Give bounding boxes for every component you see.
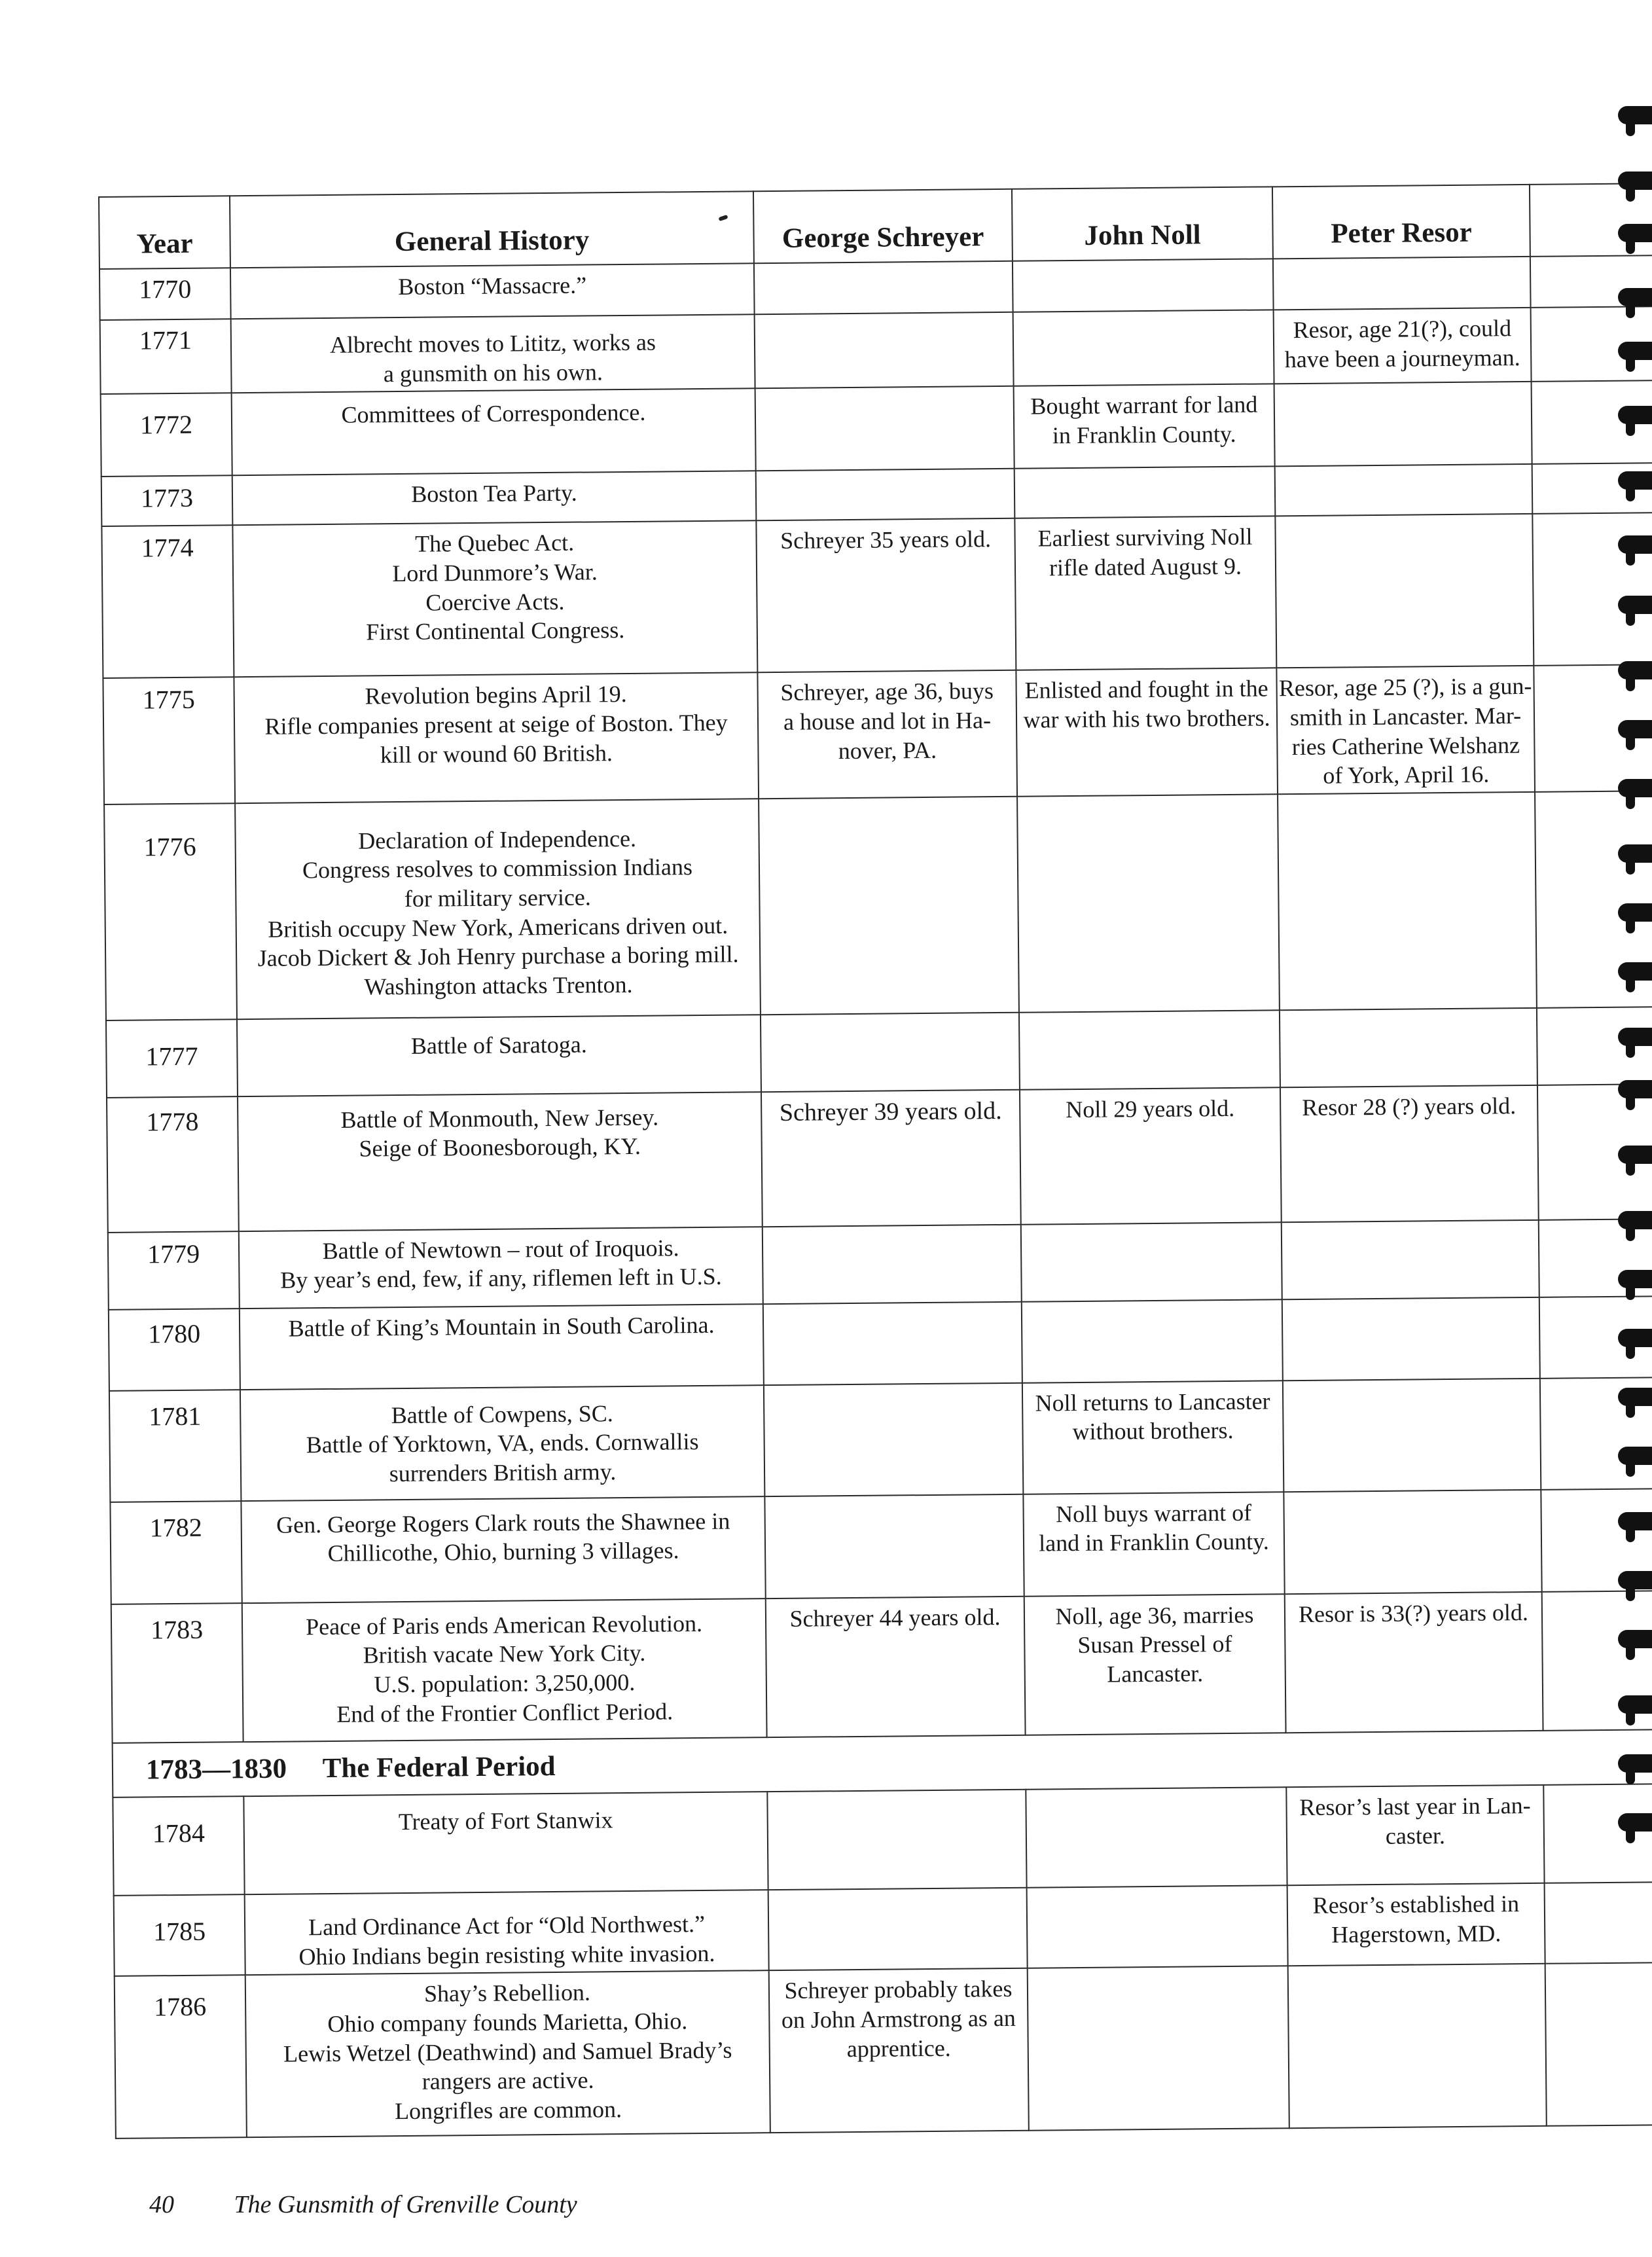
history-line: Revolution begins April 19. xyxy=(365,681,627,710)
resor-cell xyxy=(1282,1297,1540,1381)
schreyer-line: Schreyer probably takes xyxy=(784,1976,1013,2004)
history-line: Battle of Saratoga. xyxy=(410,1031,587,1059)
noll-cell xyxy=(1015,467,1276,518)
binding-ring-icon xyxy=(1618,720,1652,738)
resor-line: Resor is 33(?) years old. xyxy=(1298,1598,1529,1627)
year-cell: 1784 xyxy=(113,1796,244,1896)
noll-line: Enlisted and fought in the xyxy=(1024,675,1268,704)
year-cell: 1770 xyxy=(99,268,231,320)
history-line: Boston “Massacre.” xyxy=(398,272,587,300)
history-line: Boston Tea Party. xyxy=(411,479,577,508)
schreyer-cell xyxy=(755,386,1015,471)
binding-ring-icon xyxy=(1618,288,1652,306)
binding-ring-icon xyxy=(1618,1813,1652,1832)
resor-cell xyxy=(1275,464,1533,516)
history-cell xyxy=(243,1792,768,1894)
history-line: Committees of Correspondence. xyxy=(341,399,646,429)
schreyer-cell xyxy=(769,1968,1029,2133)
noll-cell xyxy=(1028,1966,1289,2131)
history-line: Ohio company founds Marietta, Ohio. xyxy=(327,2008,688,2037)
schreyer-cell xyxy=(761,1090,1021,1227)
header-general-history: General History xyxy=(230,191,754,268)
schreyer-cell xyxy=(761,1013,1020,1092)
history-line: surrenders British army. xyxy=(389,1458,617,1487)
year-cell: 1781 xyxy=(109,1390,241,1502)
schreyer-line: Schreyer 35 years old. xyxy=(780,526,992,554)
noll-cell xyxy=(1013,310,1274,386)
schreyer-cell xyxy=(754,261,1013,314)
binding-ring-icon xyxy=(1618,224,1652,242)
schreyer-cell xyxy=(768,1888,1028,1971)
schreyer-line: Schreyer 39 years old. xyxy=(779,1096,1002,1127)
resor-line: Hagerstown, MD. xyxy=(1331,1920,1501,1948)
table-row xyxy=(115,1962,1652,2139)
history-line: Jacob Dickert & Joh Henry purchase a boring mill. xyxy=(257,941,739,972)
binding-ring-icon xyxy=(1618,342,1652,360)
table-row xyxy=(110,1489,1652,1604)
table-row xyxy=(101,380,1652,477)
history-line: Battle of King’s Mountain in South Carolina. xyxy=(288,1311,715,1342)
binding-ring-icon xyxy=(1618,962,1652,981)
resor-cell xyxy=(1287,1883,1545,1966)
history-line: Lewis Wetzel (Deathwind) and Samuel Brady’s xyxy=(283,2036,732,2067)
history-cell xyxy=(240,1385,764,1501)
year-cell: 1779 xyxy=(108,1231,240,1310)
binding-ring-icon xyxy=(1618,406,1652,424)
schreyer-line: a house and lot in Ha- xyxy=(783,707,992,735)
schreyer-cell xyxy=(759,797,1019,1015)
history-line: Land Ordinance Act for “Old Northwest.” xyxy=(308,1911,706,1941)
history-cell xyxy=(232,471,757,525)
binding-ring-icon xyxy=(1618,1695,1652,1714)
resor-cell xyxy=(1280,1008,1537,1087)
history-line: Shay’s Rebellion. xyxy=(423,1979,591,2008)
history-line: a gunsmith on his own. xyxy=(383,358,603,387)
binding-ring-icon xyxy=(1618,779,1652,797)
resor-cell xyxy=(1288,1964,1547,2128)
extra-cell xyxy=(1545,1882,1652,1964)
history-cell xyxy=(237,1015,761,1096)
year-cell: 1774 xyxy=(101,525,234,678)
binding-ring-icon xyxy=(1618,903,1652,922)
year-cell: 1771 xyxy=(100,319,232,394)
history-line: Battle of Monmouth, New Jersey. xyxy=(340,1104,659,1133)
year-cell: 1780 xyxy=(109,1309,240,1391)
table-row xyxy=(114,1882,1652,1976)
year-cell: 1782 xyxy=(110,1501,242,1604)
noll-cell xyxy=(1022,1381,1284,1494)
year-cell: 1776 xyxy=(104,803,237,1020)
header-row xyxy=(99,183,1652,269)
year-cell: 1773 xyxy=(101,475,233,526)
book-title: The Gunsmith of Grenville County xyxy=(234,2191,577,2218)
binding-ring-icon xyxy=(1618,596,1652,614)
schreyer-cell xyxy=(766,1596,1026,1737)
history-line: Seige of Boonesborough, KY. xyxy=(359,1133,641,1162)
year-cell: 1783 xyxy=(111,1603,243,1743)
binding-ring-icon xyxy=(1618,1447,1652,1465)
binding-ring-icon xyxy=(1618,1388,1652,1406)
schreyer-line: nover, PA. xyxy=(838,736,937,764)
table-row xyxy=(101,513,1652,678)
extra-cell xyxy=(1545,1962,1652,2126)
noll-line: Noll, age 36, marries xyxy=(1055,1601,1254,1630)
schreyer-cell xyxy=(767,1790,1026,1890)
schreyer-cell xyxy=(757,670,1017,799)
table-row xyxy=(109,1296,1652,1391)
history-line: The Quebec Act. xyxy=(415,529,575,558)
schreyer-cell xyxy=(763,1225,1022,1304)
resor-cell xyxy=(1284,1490,1541,1594)
history-line: Chillicothe, Ohio, burning 3 villages. xyxy=(327,1537,679,1567)
history-cell xyxy=(245,1890,769,1975)
year-cell: 1778 xyxy=(107,1096,239,1233)
header-year: Year xyxy=(99,196,230,269)
page-footer xyxy=(149,2190,577,2219)
binding-ring-icon xyxy=(1618,1512,1652,1530)
binding-ring-icon xyxy=(1618,661,1652,679)
year-cell: 1785 xyxy=(114,1894,245,1976)
year-cell: 1775 xyxy=(103,677,235,804)
noll-line: land in Franklin County. xyxy=(1039,1528,1270,1557)
table-row xyxy=(104,791,1652,1020)
table-row xyxy=(103,664,1652,804)
schreyer-cell xyxy=(764,1382,1023,1496)
binding-ring-icon xyxy=(1618,471,1652,490)
noll-line: Earliest surviving Noll xyxy=(1037,523,1253,552)
history-cell xyxy=(241,1496,765,1603)
history-cell xyxy=(231,314,755,393)
history-line: End of the Frontier Conflict Period. xyxy=(336,1698,673,1727)
table-row xyxy=(111,1591,1652,1743)
year-cell: 1772 xyxy=(101,393,232,477)
resor-line: Resor’s established in xyxy=(1312,1890,1520,1919)
resor-cell xyxy=(1283,1379,1541,1492)
binding-ring-icon xyxy=(1618,1630,1652,1648)
history-line: Gen. George Rogers Clark routs the Shawnee in xyxy=(276,1508,730,1538)
noll-cell xyxy=(1015,516,1276,670)
noll-line: Noll 29 years old. xyxy=(1066,1094,1235,1123)
history-line: By year’s end, few, if any, riflemen left in U.S. xyxy=(280,1263,722,1294)
binding-ring-icon xyxy=(1618,1571,1652,1589)
header-george-schreyer: George Schreyer xyxy=(753,189,1013,263)
spiral-binding xyxy=(1618,98,1652,1866)
resor-cell xyxy=(1278,792,1537,1010)
resor-cell xyxy=(1276,666,1535,794)
history-line: Peace of Paris ends American Revolution. xyxy=(305,1610,703,1640)
resor-cell xyxy=(1282,1220,1539,1299)
noll-cell xyxy=(1013,259,1274,312)
timeline-table xyxy=(98,183,1652,2139)
header-peter-resor: Peter Resor xyxy=(1272,185,1530,259)
history-line: kill or wound 60 British. xyxy=(380,739,613,768)
resor-line: smith in Lancaster. Mar- xyxy=(1289,702,1522,731)
resor-line: Resor 28 (?) years old. xyxy=(1302,1092,1517,1121)
resor-line: ries Catherine Welshanz xyxy=(1291,731,1520,760)
noll-line: Noll returns to Lancaster xyxy=(1035,1388,1270,1417)
binding-ring-icon xyxy=(1618,844,1652,863)
history-cell xyxy=(245,1970,770,2137)
table-row xyxy=(107,1084,1652,1233)
noll-cell xyxy=(1022,1299,1283,1382)
history-line: British occupy New York, Americans driven out. xyxy=(268,912,728,943)
history-line: Battle of Yorktown, VA, ends. Cornwallis xyxy=(306,1428,699,1458)
history-cell xyxy=(240,1304,764,1390)
noll-cell xyxy=(1024,1594,1286,1735)
resor-line: Resor, age 21(?), could xyxy=(1293,315,1512,344)
history-line: U.S. population: 3,250,000. xyxy=(374,1669,636,1698)
history-line: Declaration of Independence. xyxy=(358,825,637,854)
history-line: Washington attacks Trenton. xyxy=(364,971,633,1000)
schreyer-cell xyxy=(755,312,1014,389)
history-line: Treaty of Fort Stanwix xyxy=(398,1807,613,1835)
noll-line: Susan Pressel of xyxy=(1077,1631,1232,1659)
history-line: Congress resolves to commission Indians xyxy=(302,854,693,884)
year-cell: 1777 xyxy=(106,1019,238,1098)
history-cell xyxy=(242,1598,767,1742)
table-row xyxy=(106,1007,1652,1098)
schreyer-cell xyxy=(764,1494,1024,1598)
history-cell xyxy=(238,1092,763,1231)
binding-ring-icon xyxy=(1618,1028,1652,1046)
resor-cell xyxy=(1274,308,1532,384)
noll-cell xyxy=(1020,1087,1282,1224)
schreyer-line: apprentice. xyxy=(846,2034,951,2062)
noll-line: rifle dated August 9. xyxy=(1049,552,1242,581)
noll-cell xyxy=(1014,384,1275,469)
schreyer-line: Schreyer 44 years old. xyxy=(789,1603,1001,1632)
table-row xyxy=(109,1377,1652,1502)
history-line: Ohio Indians begin resisting white invasion. xyxy=(298,1940,715,1970)
table-row xyxy=(113,1784,1652,1896)
resor-line: have been a journeyman. xyxy=(1284,344,1520,372)
noll-line: Noll buys warrant of xyxy=(1055,1499,1252,1528)
noll-line: Lancaster. xyxy=(1107,1660,1204,1688)
binding-ring-icon xyxy=(1618,1211,1652,1229)
binding-ring-icon xyxy=(1618,1754,1652,1773)
header-john-noll: John Noll xyxy=(1012,187,1273,261)
history-line: Albrecht moves to Lititz, works as xyxy=(329,329,656,358)
resor-cell xyxy=(1286,1785,1544,1885)
year-cell: 1786 xyxy=(115,1975,247,2139)
schreyer-line: on John Armstrong as an xyxy=(781,2004,1016,2033)
period-range: 1783—1830 xyxy=(145,1753,287,1786)
history-line: Rifle companies present at seige of Boston. They xyxy=(264,709,728,740)
noll-cell xyxy=(1019,1010,1280,1089)
history-line: rangers are active. xyxy=(422,2067,594,2095)
schreyer-cell xyxy=(756,469,1015,520)
schreyer-cell xyxy=(763,1302,1022,1385)
history-cell xyxy=(232,520,757,677)
history-cell xyxy=(232,389,756,476)
period-name: The Federal Period xyxy=(322,1750,556,1784)
binding-ring-icon xyxy=(1618,1270,1652,1288)
resor-line: caster. xyxy=(1385,1822,1446,1849)
binding-ring-icon xyxy=(1618,1146,1652,1164)
resor-cell xyxy=(1280,1085,1539,1222)
noll-line: war with his two brothers. xyxy=(1023,704,1270,733)
history-line: First Continental Congress. xyxy=(366,617,625,645)
history-cell xyxy=(235,799,761,1019)
binding-ring-icon xyxy=(1618,172,1652,190)
history-line: for military service. xyxy=(404,884,591,912)
history-line: Lord Dunmore’s War. xyxy=(392,558,598,587)
resor-cell xyxy=(1274,382,1532,466)
resor-line: Resor’s last year in Lan- xyxy=(1299,1792,1531,1821)
history-line: Battle of Newtown – rout of Iroquois. xyxy=(322,1235,679,1264)
resor-cell xyxy=(1273,257,1531,310)
noll-line: Bought warrant for land xyxy=(1030,391,1258,420)
schreyer-line: Schreyer, age 36, buys xyxy=(780,677,994,706)
table-row xyxy=(108,1219,1652,1310)
noll-cell xyxy=(1016,668,1278,797)
resor-line: of York, April 16. xyxy=(1323,761,1490,789)
noll-line: without brothers. xyxy=(1072,1417,1234,1445)
binding-ring-icon xyxy=(1618,1329,1652,1347)
page-number: 40 xyxy=(149,2191,174,2218)
noll-line: in Franklin County. xyxy=(1052,420,1236,449)
noll-cell xyxy=(1017,794,1280,1012)
history-line: British vacate New York City. xyxy=(363,1640,646,1669)
history-cell xyxy=(230,263,755,319)
noll-cell xyxy=(1027,1885,1288,1968)
history-line: Coercive Acts. xyxy=(425,588,565,616)
noll-cell xyxy=(1023,1492,1284,1596)
history-cell xyxy=(239,1227,763,1309)
history-line: Longrifles are common. xyxy=(394,2095,622,2124)
table-row xyxy=(100,306,1652,394)
binding-ring-icon xyxy=(1618,535,1652,554)
binding-ring-icon xyxy=(1618,1080,1652,1098)
resor-cell xyxy=(1275,514,1534,668)
resor-cell xyxy=(1285,1592,1543,1733)
binding-ring-icon xyxy=(1618,106,1652,124)
noll-cell xyxy=(1026,1787,1287,1887)
history-line: Battle of Cowpens, SC. xyxy=(391,1399,613,1428)
noll-cell xyxy=(1021,1222,1282,1301)
schreyer-cell xyxy=(756,518,1016,672)
resor-line: Resor, age 25 (?), is a gun- xyxy=(1278,673,1532,702)
history-cell xyxy=(234,672,759,803)
